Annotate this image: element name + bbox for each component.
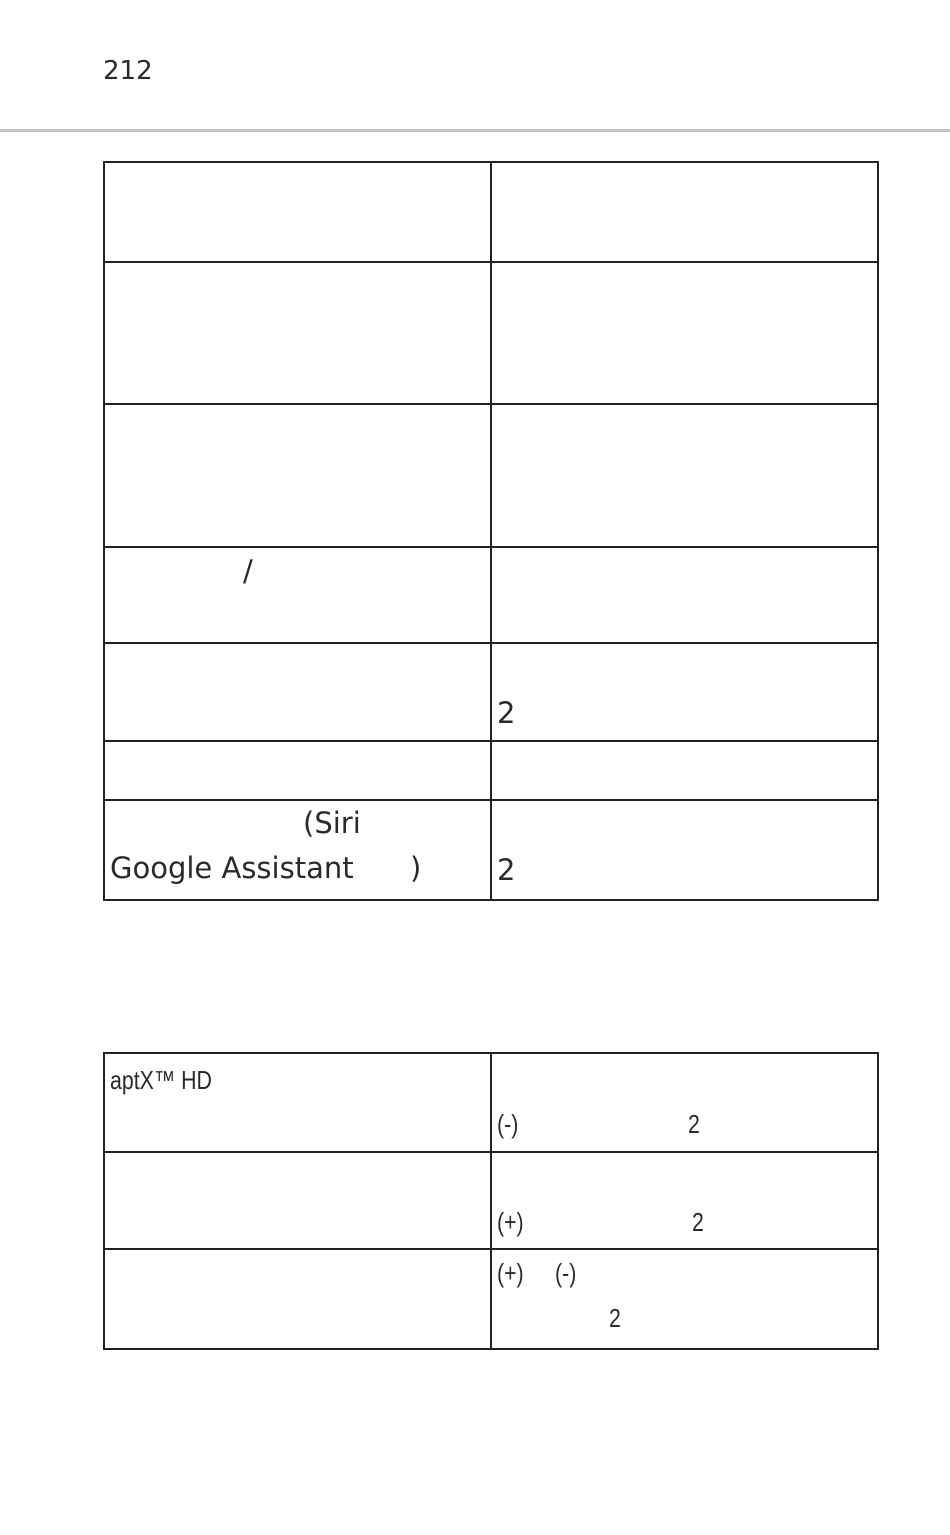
cell-text: ) xyxy=(410,851,422,885)
table-cell-label xyxy=(104,800,491,900)
table-cell-label xyxy=(104,262,491,404)
cell-text: 2 xyxy=(692,1207,704,1237)
table-cell-value xyxy=(491,1053,878,1152)
table-row xyxy=(104,262,878,404)
table-cell-label xyxy=(104,643,491,741)
table-row xyxy=(104,800,878,900)
cell-text: 2 xyxy=(497,853,516,887)
table-cell-label xyxy=(104,741,491,800)
cell-text: (+) xyxy=(497,1258,524,1288)
cell-text: aptX™ HD xyxy=(110,1065,212,1095)
header-divider xyxy=(0,129,950,132)
table-cell-label xyxy=(104,547,491,643)
table-row xyxy=(104,1152,878,1249)
table-cell-label xyxy=(104,1152,491,1249)
table-cell-value xyxy=(491,1249,878,1349)
spec-table-2 xyxy=(103,1052,879,1350)
cell-text: (+) xyxy=(497,1207,524,1237)
table-row xyxy=(104,643,878,741)
cell-text: (-) xyxy=(497,1109,519,1139)
cell-text: (Siri xyxy=(303,806,361,840)
table-row xyxy=(104,741,878,800)
table-cell-label xyxy=(104,1053,491,1152)
table-cell-value xyxy=(491,162,878,262)
table-cell-label xyxy=(104,1249,491,1349)
table-cell-value xyxy=(491,643,878,741)
cell-text: / xyxy=(243,554,253,588)
table-cell-value xyxy=(491,1152,878,1249)
cell-text: Google Assistant xyxy=(110,851,354,885)
cell-text: 2 xyxy=(609,1303,621,1333)
table-row xyxy=(104,1053,878,1152)
table-cell-value xyxy=(491,800,878,900)
table-cell-label xyxy=(104,404,491,547)
spec-table-1 xyxy=(103,161,879,901)
page-number: 212 xyxy=(103,56,153,86)
cell-text: 2 xyxy=(688,1109,700,1139)
cell-text: 2 xyxy=(497,696,516,730)
table-cell-value xyxy=(491,404,878,547)
table-row xyxy=(104,1249,878,1349)
table-row xyxy=(104,547,878,643)
cell-text: (-) xyxy=(555,1258,577,1288)
table-cell-value xyxy=(491,262,878,404)
table-row xyxy=(104,404,878,547)
table-cell-value xyxy=(491,741,878,800)
table-cell-label xyxy=(104,162,491,262)
table-row xyxy=(104,162,878,262)
table-cell-value xyxy=(491,547,878,643)
